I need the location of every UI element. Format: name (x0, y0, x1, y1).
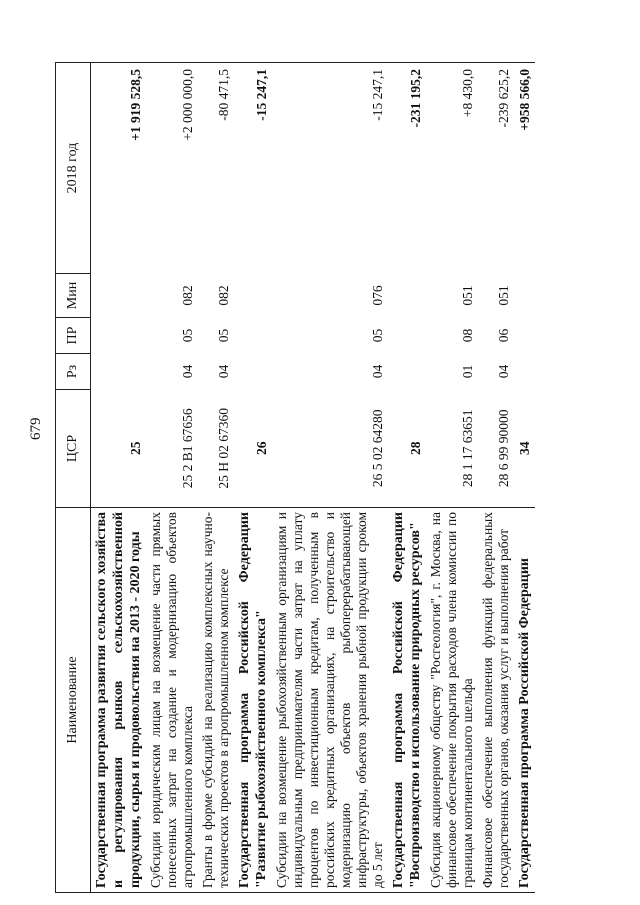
row-rz-cell: 04 (496, 364, 511, 379)
row-pr-cell: 05 (370, 328, 385, 343)
page-number: 679 (28, 417, 44, 440)
row-min-cell: 051 (460, 285, 475, 306)
row-amount-cell: -80 471,5 (198, 63, 234, 274)
row-csr-cell: 34 (517, 441, 532, 455)
row-rz-cell: 04 (180, 364, 195, 379)
row-amount-cell: -239 625,2 (478, 63, 514, 274)
row-min-cell (514, 274, 535, 318)
row-min-cell (388, 274, 426, 318)
row-rz-cell: 04 (216, 364, 231, 379)
row-name-cell: Субсидия акционерному обществу "Росгеология", г. Москва, на финансовое обеспечение покрытия расходов члена комиссии по границам континентального шельфа (426, 508, 478, 893)
header-year: 2018 год (56, 63, 91, 274)
row-min-cell: 082 (216, 285, 231, 306)
table-row (426, 63, 478, 893)
row-pr-cell (234, 318, 272, 354)
header-pr: ПР (56, 318, 91, 354)
row-min-cell: 076 (370, 285, 385, 306)
row-csr-cell: 28 6 99 90000 (496, 409, 511, 488)
row-name-cell: Субсидии юридическим лицам на возмещение части прямых понесенных затрат на создание и модернизацию объектов агропромышленного комплекса (146, 508, 198, 893)
row-pr-cell: 05 (216, 328, 231, 343)
header-min: Мин (56, 274, 91, 318)
row-min-cell (91, 274, 147, 318)
table-row (514, 63, 535, 893)
table-row (234, 63, 272, 893)
rotated-table-container (55, 63, 597, 893)
table-row (388, 63, 426, 893)
row-csr-cell: 28 1 17 63651 (460, 409, 475, 488)
row-name-cell: Финансовое обеспечение выполнения функций федеральных государственных органов, оказания услуг и выполнения работ (478, 508, 514, 893)
row-amount-cell: +958 566,0 (514, 63, 535, 274)
row-amount-cell: +8 430,0 (426, 63, 478, 274)
row-min-cell: 051 (496, 285, 511, 306)
table-row (91, 63, 147, 893)
row-rz-cell (91, 354, 147, 390)
table-header-row (56, 63, 91, 893)
row-amount-cell: -15 247,1 (272, 63, 388, 274)
row-csr-cell: 25 Н 02 67360 (216, 407, 231, 489)
row-rz-cell (388, 354, 426, 390)
row-rz-cell (514, 354, 535, 390)
header-rz: Рз (56, 354, 91, 390)
row-pr-cell (388, 318, 426, 354)
row-amount-cell: +2 000 000,0 (146, 63, 198, 274)
table-row (146, 63, 198, 893)
row-name-cell: Государственная программа Российской Федерации "Развитие рыбохозяйственного комплекса" (234, 508, 272, 893)
row-csr-cell: 26 (254, 441, 269, 455)
row-min-cell: 082 (180, 285, 195, 306)
row-name-cell: Государственная программа развития сельского хозяйства и регулирования рынков сельскохозяйственной продукции, сырья и продовольствия на 2013 - 2020 годы (91, 508, 147, 893)
row-name-cell: Государственная программа Российской Федерации "Воспроизводство и использование природных ресурсов" (388, 508, 426, 893)
table-row (272, 63, 388, 893)
row-pr-cell (91, 318, 147, 354)
row-name-cell: Субсидии на возмещение рыбохозяйственным организациям и индивидуальным предпринимателям части затрат на уплату процентов по инвестиционным кредитам, полученным в российских кредитных организациях, на строительство и модернизацию объектов рыбоперерабатывающей инфраструктуры, объектов хранения рыбной продукции сроком до 5 лет (272, 508, 388, 893)
row-csr-cell: 26 5 02 64280 (370, 409, 385, 488)
row-min-cell (234, 274, 272, 318)
header-name: Наименование (56, 508, 91, 893)
table-row (198, 63, 234, 893)
row-name-cell: Государственная программа Российской Федерации (514, 508, 535, 893)
header-csr: ЦСР (56, 390, 91, 508)
row-csr-cell: 25 2 В1 67656 (180, 408, 195, 489)
budget-table (55, 62, 535, 893)
row-rz-cell: 04 (370, 364, 385, 379)
row-rz-cell: 01 (460, 364, 475, 379)
row-amount-cell: +1 919 528,5 (91, 63, 147, 274)
row-csr-cell: 28 (408, 441, 423, 455)
row-pr-cell: 06 (496, 328, 511, 343)
row-pr-cell (514, 318, 535, 354)
table-row (478, 63, 514, 893)
row-pr-cell: 05 (180, 328, 195, 343)
row-csr-cell: 25 (128, 441, 143, 455)
row-amount-cell: -231 195,2 (388, 63, 426, 274)
table-body (91, 63, 536, 893)
row-pr-cell: 08 (460, 328, 475, 343)
row-amount-cell: -15 247,1 (234, 63, 272, 274)
row-name-cell: Гранты в форме субсидий на реализацию комплексных научно-технических проектов в агропромышленном комплексе (198, 508, 234, 893)
row-rz-cell (234, 354, 272, 390)
